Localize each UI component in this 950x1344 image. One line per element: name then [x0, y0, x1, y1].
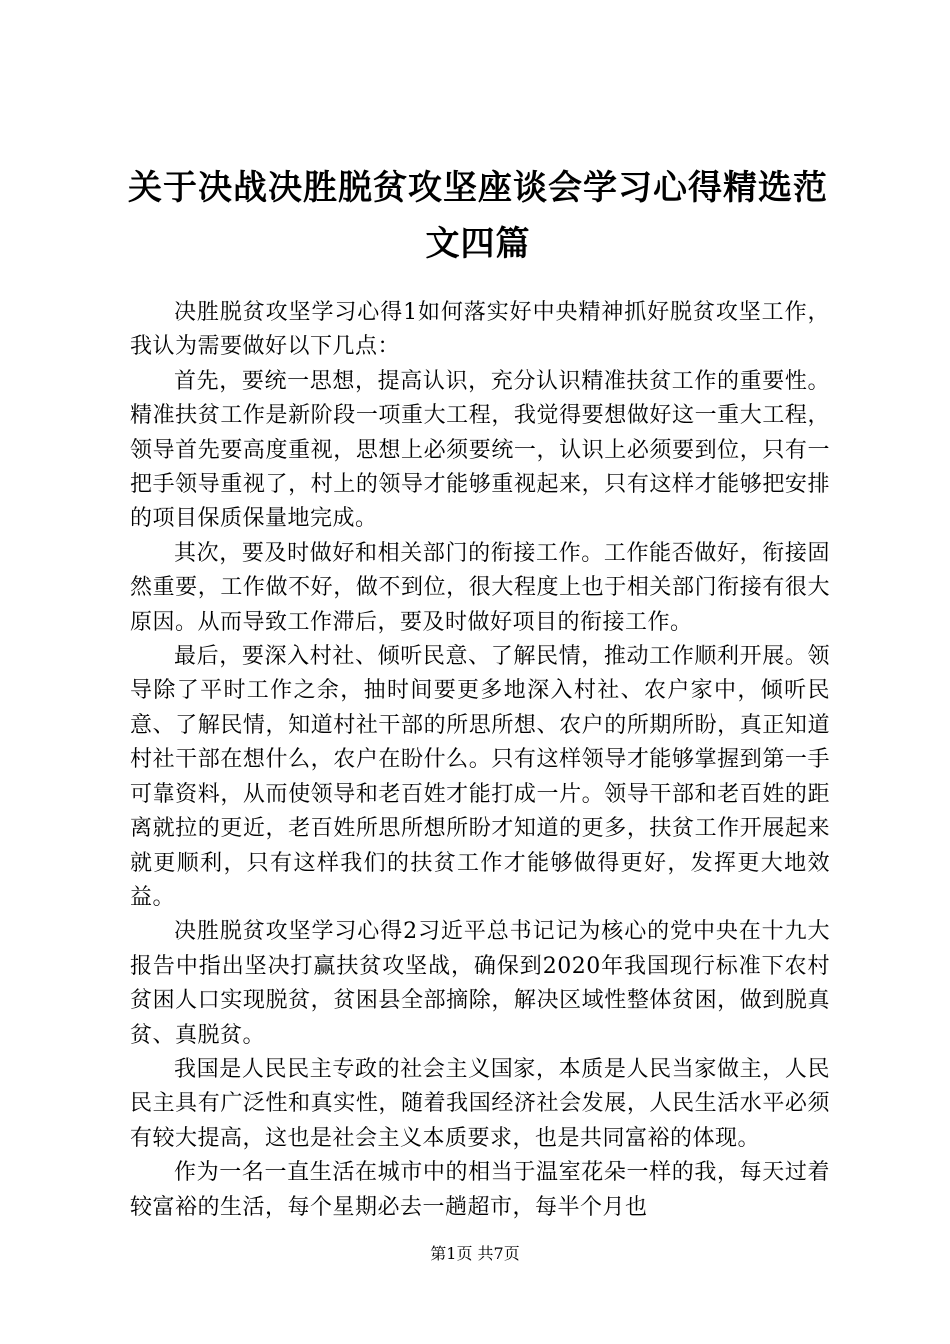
- document-body: [130, 296, 830, 1225]
- paragraph: 其次，要及时做好和相关部门的衔接工作。工作能否做好，衔接固然重要，工作做不好，做不到位，很大程度上也于相关部门衔接有很大原因。从而导致工作滞后，要及时做好项目的衔接工作。: [130, 540, 830, 635]
- paragraph: 决胜脱贫攻坚学习心得1如何落实好中央精神抓好脱贫攻坚工作，我认为需要做好以下几点：: [130, 300, 830, 360]
- paragraph: 决胜脱贫攻坚学习心得2习近平总书记记为核心的党中央在十九大报告中指出坚决打赢扶贫攻坚战，确保到2020年我国现行标准下农村贫困人口实现脱贫，贫困县全部摘除，解决区域性整体贫困，做到脱真贫、真脱贫。: [130, 919, 830, 1048]
- page-footer: 第1页 共7页: [430, 1244, 520, 1263]
- paragraph: 最后，要深入村社、倾听民意、了解民情，推动工作顺利开展。领导除了平时工作之余，抽时间要更多地深入村社、农户家中，倾听民意、了解民情，知道村社干部的所思所想、农户的所期所盼，真正知道村社干部在想什么，农户在盼什么。只有这样领导才能够掌握到第一手可靠资料，从而使领导和老百姓才能打成一片。领导干部和老百姓的距离就拉的更近，老百姓所思所想所盼才知道的更多，扶贫工作开展起来就更顺利，只有这样我们的扶贫工作才能够做得更好，发挥更大地效益。: [130, 644, 830, 910]
- paragraph: 首先，要统一思想，提高认识，充分认识精准扶贫工作的重要性。精准扶贫工作是新阶段一项重大工程，我觉得要想做好这一重大工程，领导首先要高度重视，思想上必须要统一，认识上必须要到位，只有一把手领导重视了，村上的领导才能够重视起来，只有这样才能够把安排的项目保质保量地完成。: [130, 368, 830, 532]
- paragraph: 作为一名一直生活在城市中的相当于温室花朵一样的我，每天过着较富裕的生活，每个星期必去一趟超市，每半个月也: [130, 1160, 830, 1220]
- document-title: 关于决战决胜脱贫攻坚座谈会学习心得精选范文四篇: [128, 168, 828, 264]
- paragraph: 我国是人民民主专政的社会主义国家，本质是人民当家做主，人民民主具有广泛性和真实性，随着我国经济社会发展，人民生活水平必须有较大提高，这也是社会主义本质要求，也是共同富裕的体现。: [130, 1056, 830, 1151]
